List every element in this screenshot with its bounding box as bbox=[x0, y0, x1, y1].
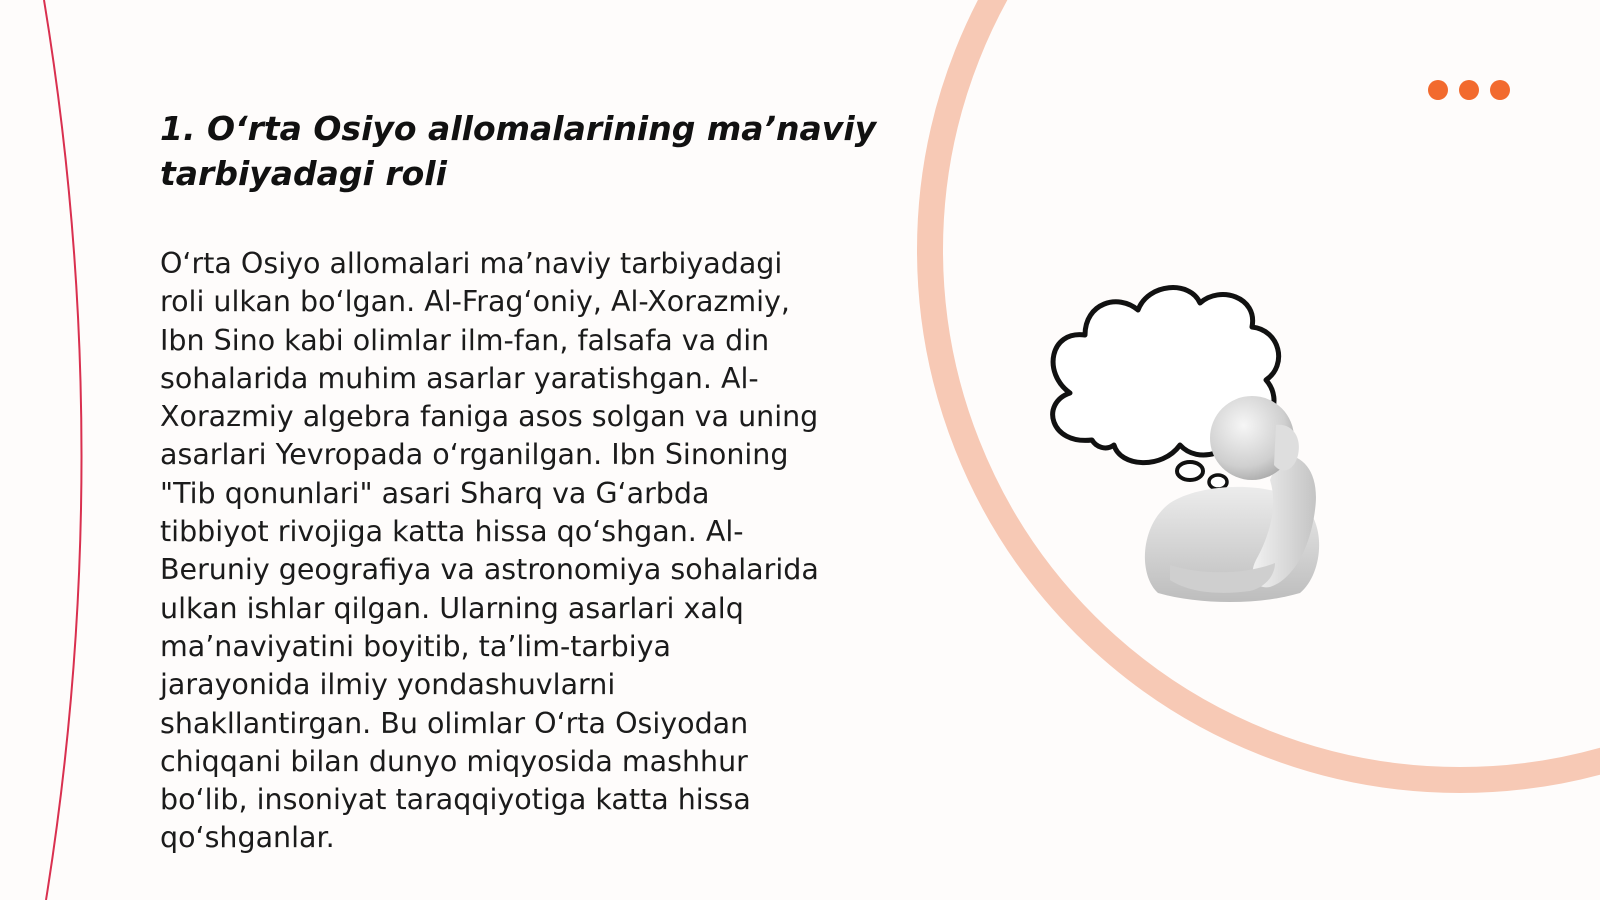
dot-icon bbox=[1428, 80, 1448, 100]
dot-icon bbox=[1459, 80, 1479, 100]
slide-title: 1. O‘rta Osiyo allomalarining ma’naviy tarbiyadagi roli bbox=[160, 109, 877, 193]
dot-icon bbox=[1490, 80, 1510, 100]
thinking-person-icon bbox=[1030, 275, 1350, 615]
slide-body-text: O‘rta Osiyo allomalari ma’naviy tarbiyadagi roli ulkan bo‘lgan. Al-Frag‘oniy, Al-Xorazmiy, Ibn Sino kabi olimlar ilm-fan, falsafa va din sohalarida muhim asarlar yaratishgan. Al-Xorazmiy algebra faniga asos solgan va uning asarlari Yevropada o‘rganilgan. Ibn Sinoning "Tib qonunlari" asari Sharq va G‘arbda tibbiyot rivojiga katta hissa qo‘shgan. Al-Beruniy geografiya va astronomiya sohalarida ulkan ishlar qilgan. Ularning asarlari xalq ma’naviyatini boyitib, ta’lim-tarbiya jarayonida ilmiy yondashuvlarni shakllantirgan. Bu olimlar O‘rta Osiyodan chiqqani bilan dunyo miqyosida mashhur bo‘lib, insoniyat taraqqiyotiga katta hissa qo‘shganlar. bbox=[160, 247, 819, 855]
left-accent-curve bbox=[44, 0, 82, 900]
more-dots-icon[interactable] bbox=[1428, 80, 1510, 100]
